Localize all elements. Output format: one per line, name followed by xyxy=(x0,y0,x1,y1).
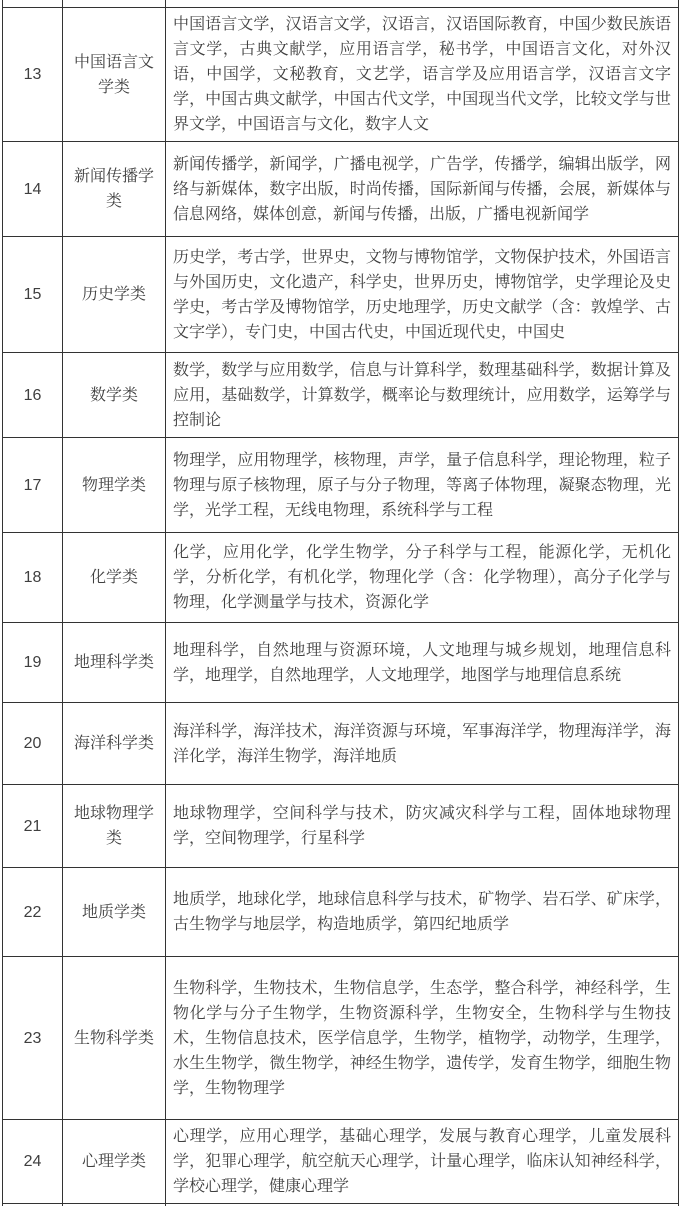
majors-cell: 化学，应用化学，化学生物学，分子科学与工程，能源化学，无机化学，分析化学，有机化学，物理化学（含：化学物理），高分子化学与物理，化学测量学与技术，资源化学 xyxy=(166,533,679,623)
table-row xyxy=(3,868,679,957)
category-cell: 地球物理学类 xyxy=(63,785,166,868)
majors-cell: 数学，数学与应用数学，信息与计算科学，数理基础科学，数据计算及应用，基础数学，计算数学，概率论与数理统计，应用数学，运筹学与控制论 xyxy=(166,353,679,438)
row-number-cell: 22 xyxy=(3,868,63,957)
category-cell: 地理科学类 xyxy=(63,623,166,703)
majors-cell: 生物科学，生物技术，生物信息学，生态学，整合科学，神经科学，生物化学与分子生物学，生物资源科学，生物安全，生物科学与生物技术，生物信息技术，医学信息学，生物学，植物学，动物学，生理学，水生生物学，微生物学，神经生物学，遗传学，发育生物学，细胞生物学，生物物理学 xyxy=(166,957,679,1120)
table-row xyxy=(3,142,679,237)
majors-cell: 中国语言文学，汉语言文学，汉语言，汉语国际教育，中国少数民族语言文学，古典文献学，应用语言学，秘书学，中国语言文化，对外汉语，中国学，文秘教育，文艺学，语言学及应用语言学，汉语言文字学，中国古典文献学，中国古代文学，中国现当代文学，比较文学与世界文学，中国语言与文化，数字人文 xyxy=(166,8,679,142)
table-row xyxy=(3,785,679,868)
table-row xyxy=(3,1120,679,1204)
category-cell: 地质学类 xyxy=(63,868,166,957)
category-cell xyxy=(63,0,166,8)
category-cell: 物理学类 xyxy=(63,438,166,533)
category-cell: 数学类 xyxy=(63,353,166,438)
majors-cell: 地质学，地球化学，地球信息科学与技术，矿物学、岩石学、矿床学，古生物学与地层学，构造地质学，第四纪地质学 xyxy=(166,868,679,957)
row-number-cell: 19 xyxy=(3,623,63,703)
majors-cell: 新闻传播学，新闻学，广播电视学，广告学，传播学，编辑出版学，网络与新媒体，数字出版，时尚传播，国际新闻与传播，会展，新媒体与信息网络，媒体创意，新闻与传播，出版，广播电视新闻学 xyxy=(166,142,679,237)
partial-row-top xyxy=(3,0,679,8)
row-number-cell: 13 xyxy=(3,8,63,142)
row-number-cell xyxy=(3,0,63,8)
row-number-cell: 18 xyxy=(3,533,63,623)
row-number-cell: 16 xyxy=(3,353,63,438)
majors-cell: 历史学，考古学，世界史，文物与博物馆学，文物保护技术，外国语言与外国历史，文化遗产，科学史，世界历史，博物馆学，史学理论及史学史，考古学及博物馆学，历史地理学，历史文献学（含：敦煌学、古文字学），专门史，中国古代史，中国近现代史，中国史 xyxy=(166,237,679,353)
category-cell: 中国语言文学类 xyxy=(63,8,166,142)
table-row xyxy=(3,438,679,533)
table-row xyxy=(3,353,679,438)
majors-cell: 地理科学，自然地理与资源环境，人文地理与城乡规划，地理信息科学，地理学，自然地理学，人文地理学，地图学与地理信息系统 xyxy=(166,623,679,703)
category-cell: 历史学类 xyxy=(63,237,166,353)
table-row xyxy=(3,533,679,623)
row-number-cell: 20 xyxy=(3,703,63,785)
majors-cell: 心理学，应用心理学，基础心理学，发展与教育心理学，儿童发展科学，犯罪心理学，航空航天心理学，计量心理学，临床认知神经科学，学校心理学，健康心理学 xyxy=(166,1120,679,1204)
table-row xyxy=(3,8,679,142)
table-row xyxy=(3,703,679,785)
row-number-cell: 17 xyxy=(3,438,63,533)
category-cell: 海洋科学类 xyxy=(63,703,166,785)
row-number-cell: 15 xyxy=(3,237,63,353)
table-row xyxy=(3,237,679,353)
row-number-cell: 23 xyxy=(3,957,63,1120)
row-number-cell: 24 xyxy=(3,1120,63,1204)
row-number-cell: 14 xyxy=(3,142,63,237)
row-number-cell: 21 xyxy=(3,785,63,868)
category-cell: 新闻传播学类 xyxy=(63,142,166,237)
table-row xyxy=(3,957,679,1120)
majors-cell: 地球物理学，空间科学与技术，防灾减灾科学与工程，固体地球物理学，空间物理学，行星科学 xyxy=(166,785,679,868)
category-cell: 化学类 xyxy=(63,533,166,623)
table-row xyxy=(3,623,679,703)
majors-cell: 物理学，应用物理学，核物理，声学，量子信息科学，理论物理，粒子物理与原子核物理，原子与分子物理，等离子体物理，凝聚态物理，光学，光学工程，无线电物理，系统科学与工程 xyxy=(166,438,679,533)
majors-cell xyxy=(166,0,679,8)
majors-table xyxy=(2,0,679,1206)
category-cell: 生物科学类 xyxy=(63,957,166,1120)
category-cell: 心理学类 xyxy=(63,1120,166,1204)
majors-cell: 海洋科学，海洋技术，海洋资源与环境，军事海洋学，物理海洋学，海洋化学，海洋生物学，海洋地质 xyxy=(166,703,679,785)
